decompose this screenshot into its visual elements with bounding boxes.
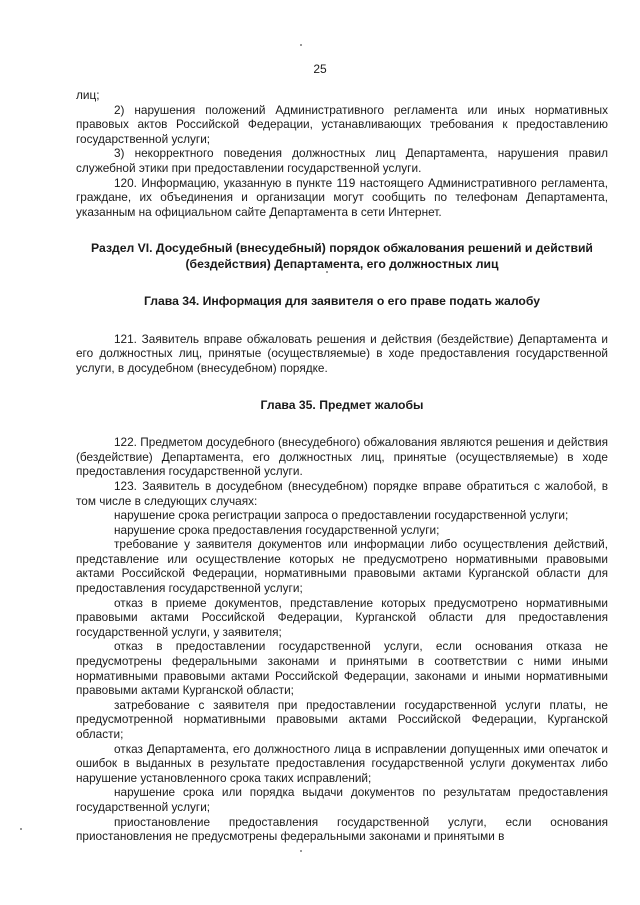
paragraph: затребование с заявителя при предоставлении государственной услуги платы, не предусмотренной нормативными правовыми актами Российской Федерации, Курганской области; bbox=[76, 697, 608, 741]
paragraph: приостановление предоставления государственной услуги, если основания приостановления не предусмотрены федеральными законами и принятыми в bbox=[76, 814, 608, 844]
paragraph: 3) некорректного поведения должностных лиц Департамента, нарушения правил служебной этики при предоставлении государственной услуги. bbox=[76, 146, 608, 175]
document-body bbox=[76, 88, 608, 844]
paragraph: нарушение срока или порядка выдачи документов по результатам предоставления государственной услуги; bbox=[76, 785, 608, 814]
paragraph: отказ Департамента, его должностного лица в исправлении допущенных ими опечаток и ошибок в выданных в результате предоставления государственной услуги документах либо нарушение установленного срока таких исправлений; bbox=[76, 741, 608, 785]
scan-speck bbox=[20, 828, 22, 830]
paragraph: требование у заявителя документов или информации либо осуществления действий, представление или осуществление которых не предусмотрено нормативными правовыми актами Российской Федерации, нормативными правовыми актами Курганской области для предоставления государственной услуги; bbox=[76, 537, 608, 596]
chapter-heading: Глава 35. Предмет жалобы bbox=[260, 397, 424, 412]
paragraph: отказ в приеме документов, представление которых предусмотрено нормативными правовыми актами Российской Федерации, Курганской области для предоставления государственной услуги, у заявителя; bbox=[76, 595, 608, 639]
paragraph: нарушение срока регистрации запроса о предоставлении государственной услуги; bbox=[114, 508, 569, 523]
paragraph: лиц; bbox=[76, 88, 100, 102]
paragraph: 123. Заявитель в досудебном (внесудебном) порядке вправе обратиться с жалобой, в том числе в следующих случаях: bbox=[76, 478, 608, 508]
paragraph: нарушение срока предоставления государственной услуги; bbox=[114, 522, 440, 537]
paragraph: отказ в предоставлении государственной услуги, если основания отказа не предусмотрены федеральными законами и принятыми в соответствии с ними иными нормативными правовыми актами Российской Федерации, законами и иными нормативными правовыми актами Курганской области; bbox=[76, 639, 608, 698]
paragraph: 121. Заявитель вправе обжаловать решения и действия (бездействие) Департамента и его должностных лиц, принятые (осуществляемые) в ходе предоставления государственной услуги, в досудебном (внесудебном) порядке. bbox=[76, 331, 608, 376]
page-number: 25 bbox=[313, 62, 327, 76]
scan-speck bbox=[300, 850, 302, 852]
chapter-heading: Глава 34. Информация для заявителя о его праве подать жалобу bbox=[143, 294, 541, 309]
paragraph: 2) нарушения положений Административного регламента или иных нормативных правовых актов Российской Федерации, устанавливающих требования к предоставлению государственной услуги; bbox=[76, 102, 608, 146]
scan-speck bbox=[300, 44, 302, 46]
section-heading: Раздел VI. Досудебный (внесудебный) порядок обжалования решений и действий (бездействия) Департамента, его должностных лиц bbox=[91, 241, 593, 271]
paragraph: 120. Информацию, указанную в пункте 119 настоящего Административного регламента, граждане, их объединения и организации могут сообщить по телефонам Департамента, указанным на официальном сайте Департамента в сети Интернет. bbox=[76, 175, 608, 219]
paragraph: 122. Предметом досудебного (внесудебного) обжалования являются решения и действия (бездействие) Департамента, его должностных лиц, принятые (осуществляемые) в ходе предоставления государственной услуги. bbox=[76, 435, 608, 479]
